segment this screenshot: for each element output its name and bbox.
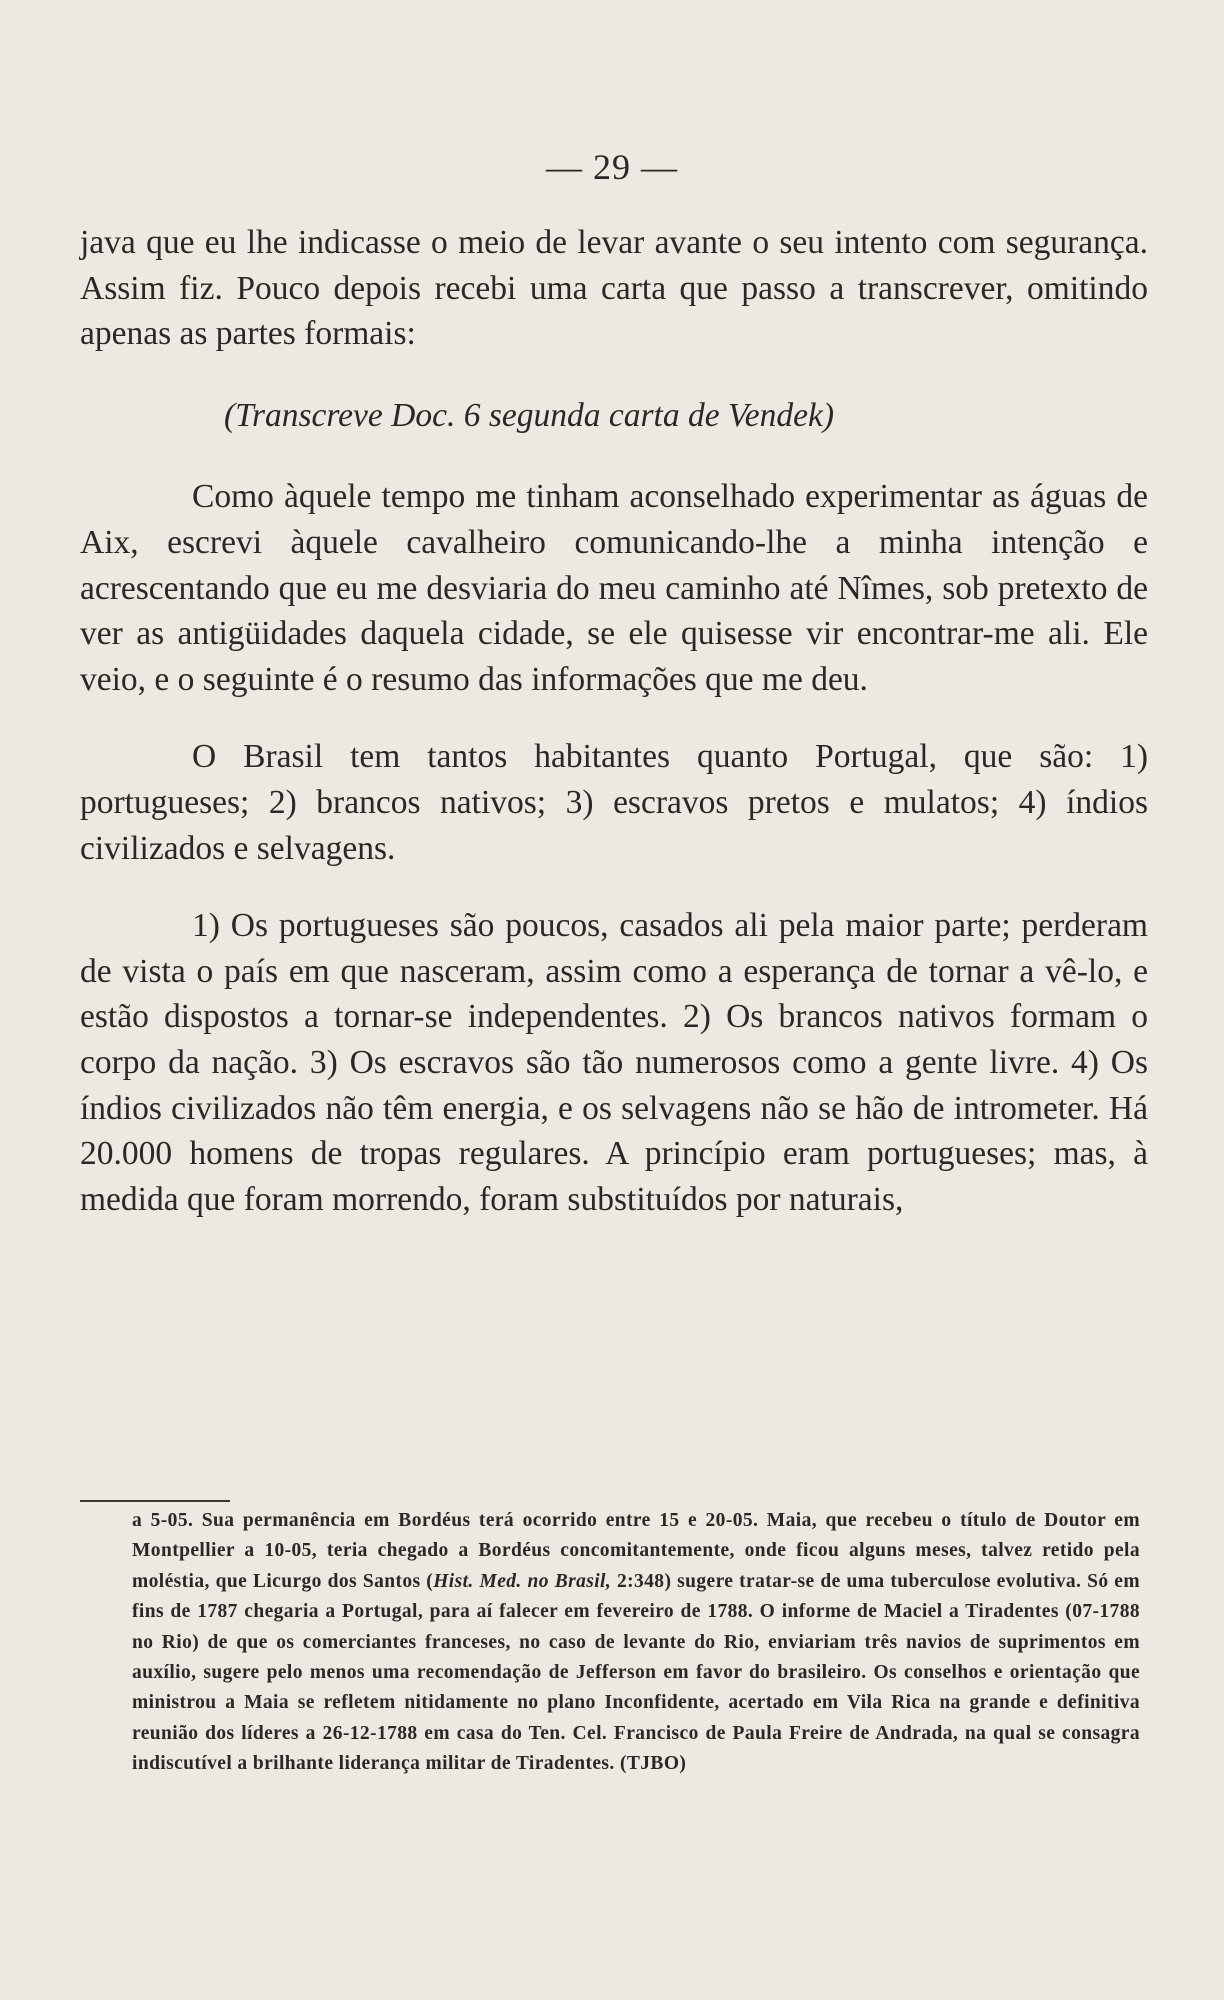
paragraph-brazil-inhabitants: O Brasil tem tantos habitantes quanto Portugal, que são: 1) portugueses; 2) brancos nativos; 3) escravos pretos e mulatos; 4) índios civilizados e selvagens. [80,738,1148,867]
footnote-paragraph [132,1506,1140,1780]
page-number: — 29 — [546,147,678,187]
footnote-text-end: 2:348) sugere tratar-se de uma tuberculose evolutiva. Só em fins de 1787 chegaria a Portugal, para aí falecer em fevereiro de 1788. O informe de Maciel a Tiradentes (07-1788 no Rio) de que os comerciantes franceses, no caso de levante do Rio, enviariam três navios de suprimentos em auxílio, sugere pelo menos uma recomendação de Jefferson em favor do brasileiro. Os conselhos e orientação que ministrou a Maia se refletem nitidamente no plano Inconfidente, acertado em Vila Rica na grande e definitiva reunião dos líderes a 26-12-1788 em casa do Ten. Cel. Francisco de Paula Freire de Andrada, na qual se consagra indiscutível a brilhante liderança militar de Tiradentes. (TJBO) [132,1570,1140,1775]
footnote-text-start: a 5-05. Sua permanência em Bordéus terá ocorrido entre 15 e 20-05. Maia, que recebeu o título de Doutor em Montpellier a 10-05, teria chegado a Bordéus concomitantemente, onde ficou alguns meses, talvez retido pela moléstia, que Licurgo dos Santos ( [132,1510,1140,1592]
footnote-citation-title: Hist. Med. no Brasil, [433,1570,612,1592]
paragraph-aix-waters: Como àquele tempo me tinham aconselhado experimentar as águas de Aix, escrevi àquele cavalheiro comunicando-lhe a minha intenção e acrescentando que eu me desviaria do meu caminho até Nîmes, sob pretexto de ver as antigüidades daquela cidade, se ele quisesse vir encontrar-me ali. Ele veio, e o seguinte é o resumo das informações que me deu. [80,478,1148,698]
document-heading: (Transcreve Doc. 6 segunda carta de Vendek) [224,396,834,434]
footnote-divider [80,1500,230,1502]
paragraph-population-groups: 1) Os portugueses são poucos, casados ali pela maior parte; perderam de vista o país em que nasceram, assim como a esperança de tornar a vê-lo, e estão dispostos a tornar-se independentes. 2) Os brancos nativos formam o corpo da nação. 3) Os escravos são tão numerosos como a gente livre. 4) Os índios civilizados não têm energia, e os selvagens não se hão de intrometer. Há 20.000 homens de tropas regulares. A princípio eram portugueses; mas, à medida que foram morrendo, foram substituídos por naturais, [80,907,1148,1218]
footnote [132,1506,1140,1780]
main-text [80,220,1148,1222]
paragraph-continuation: java que eu lhe indicasse o meio de levar avante o seu intento com segurança. Assim fiz. Pouco depois recebi uma carta que passo a transcrever, omitindo apenas as partes formais: [80,224,1148,353]
